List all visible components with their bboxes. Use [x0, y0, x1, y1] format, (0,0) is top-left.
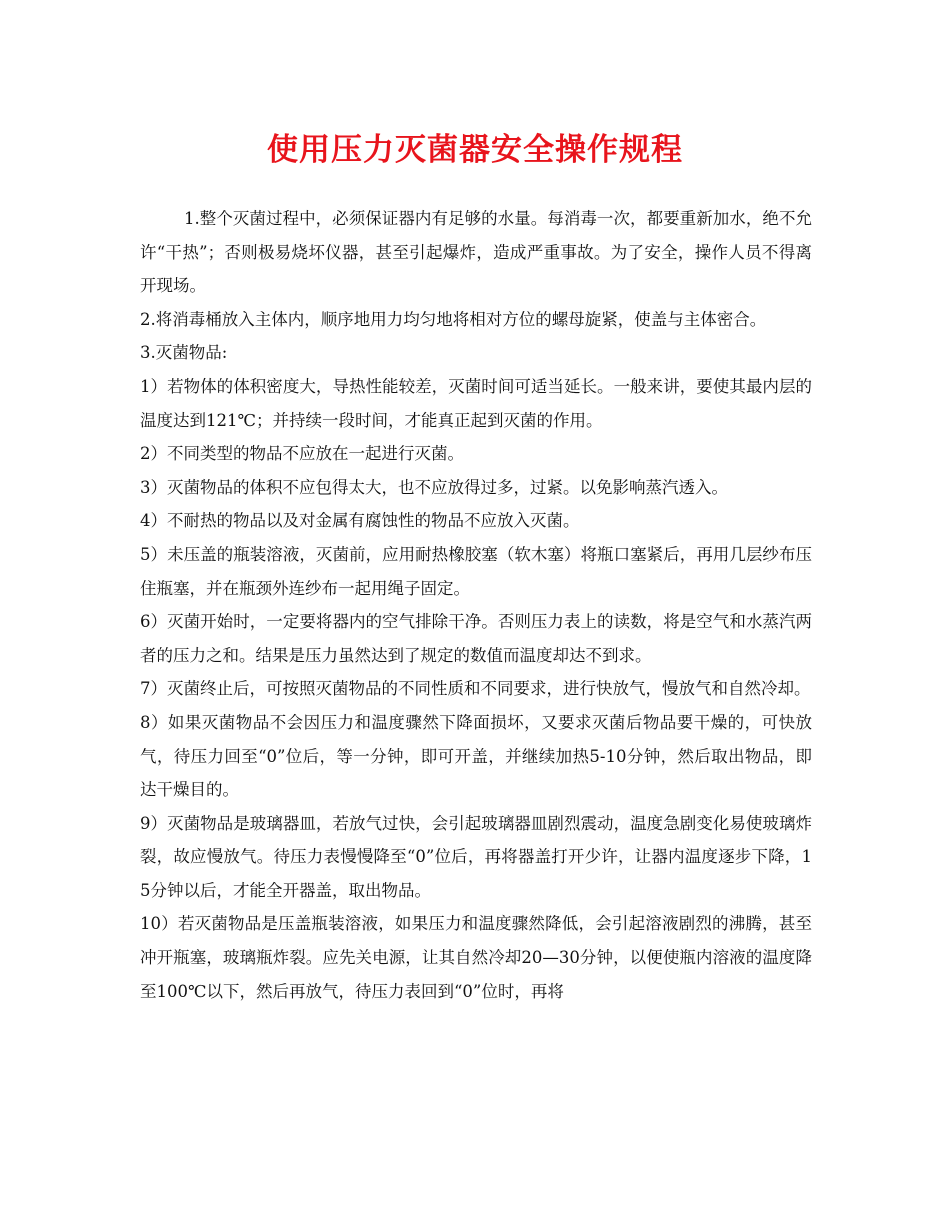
paragraph-2: 2.将消毒桶放入主体内，顺序地用力均匀地将相对方位的螺母旋紧，使盖与主体密合。 — [140, 309, 767, 329]
list-item-4: 4）不耐热的物品以及对金属有腐蚀性的物品不应放入灭菌。 — [140, 511, 580, 531]
paragraph-3: 3.灭菌物品: — [140, 343, 228, 363]
list-item-5: 5）未压盖的瓶装溶液，灭菌前，应用耐热橡胶塞（软木塞）将瓶口塞紧后，再用几层纱布压住瓶塞，并在瓶颈外连纱布一起用绳子固定。 — [140, 544, 812, 598]
list-item-10: 10）若灭菌物品是压盖瓶装溶液，如果压力和温度骤然降低，会引起溶液剧烈的沸腾，甚至冲开瓶塞，玻璃瓶炸裂。应先关电源，让其自然冷却20—30分钟，以便使瓶内溶液的温度降至100℃以下，然后再放气，待压力表回到“0”位时，再将 — [140, 914, 812, 1001]
list-item-2: 2）不同类型的物品不应放在一起进行灭菌。 — [140, 444, 464, 464]
list-item-7: 7）灭菌终止后，可按照灭菌物品的不同性质和不同要求，进行快放气，慢放气和自然冷却。 — [140, 679, 811, 699]
list-item-1: 1）若物体的体积密度大，导热性能较差，灭菌时间可适当延长。一般来讲，要使其最内层的温度达到121℃；并持续一段时间，才能真正起到灭菌的作用。 — [140, 376, 812, 430]
paragraph-1: 1.整个灭菌过程中，必须保证器内有足够的水量。每消毒一次，都要重新加水，绝不允许“干热”；否则极易烧坏仪器，甚至引起爆炸，造成严重事故。为了安全，操作人员不得离开现场。 — [140, 209, 812, 296]
list-item-6: 6）灭菌开始时，一定要将器内的空气排除干净。否则压力表上的读数，将是空气和水蒸汽两者的压力之和。结果是压力虽然达到了规定的数值而温度却达不到求。 — [140, 612, 812, 665]
list-item-8: 8）如果灭菌物品不会因压力和温度骤然下降面损坏，又要求灭菌后物品要干燥的，可快放气，待压力回至“0”位后，等一分钟，即可开盖，并继续加热5-10分钟，然后取出物品，即达干燥目的。 — [140, 712, 812, 800]
list-item-3: 3）灭菌物品的体积不应包得太大，也不应放得过多，过紧。以免影响蒸汽透入。 — [140, 477, 728, 497]
document-body — [140, 202, 812, 1008]
document-title: 使用压力灭菌器安全操作规程 — [267, 132, 683, 168]
list-item-9: 9）灭菌物品是玻璃器皿，若放气过快，会引起玻璃器皿剧烈震动，温度急剧变化易使玻璃炸裂，故应慢放气。待压力表慢慢降至“0”位后，再将器盖打开少许，让器内温度逐步下降，15分钟以后，才能全开器盖，取出物品。 — [140, 813, 812, 900]
